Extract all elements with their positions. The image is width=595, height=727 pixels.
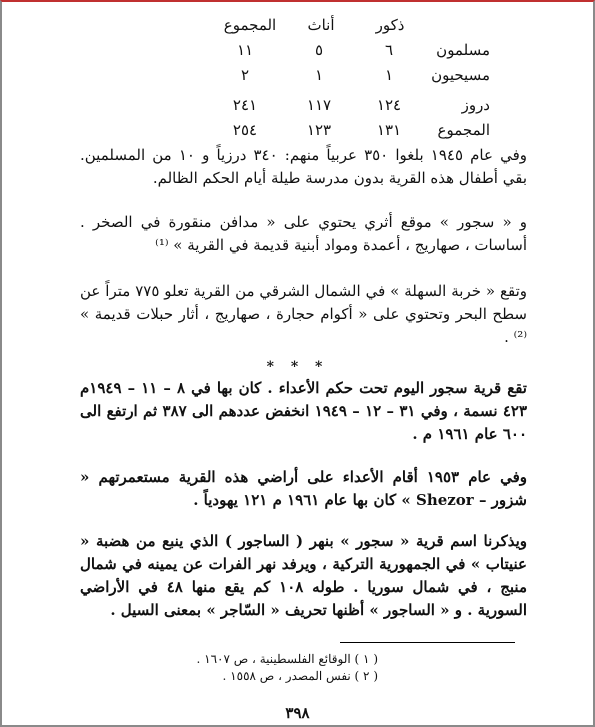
table-row-muslims (0, 39, 595, 61)
header-male: ذكور (375, 16, 405, 34)
female-value: ٥ (314, 41, 324, 59)
header-total: المجموع (223, 16, 277, 34)
female-value: ١٢٣ (306, 121, 332, 139)
male-value: ١٢٤ (376, 96, 402, 114)
female-value: ١١٧ (306, 96, 332, 114)
total-value: ٢٤١ (232, 96, 258, 114)
paragraph-sajur-river: ويذكرنا اسم قرية « سجور » بنهر ( الساجور ) الذي ينبع من هضبة « عنيتاب » في الجمهورية التركية ، ويرفد نهر الفرات عن يمينه في شمال منبج ، في شمال سوريا . طوله ١٠٨ كم يقع منها ٤٨ في الأراضي السورية . و « الساجور » أظنها تحريف « السّاجر » بمعنى السيل . (80, 532, 527, 619)
total-value: ٢٥٤ (232, 121, 258, 139)
table-header-row (0, 14, 595, 36)
footnote-2: ( ٢ ) نفس المصدر ، ص ١٥٥٨ . (222, 669, 378, 683)
paragraph-settlement: وفي عام ١٩٥٣ أقام الأعداء على أراضي هذه القرية مستعمرتهم « شزور – Shezor » كان بها عام ١٩٦١ م ١٢١ يهودياً . (80, 468, 527, 509)
table-row-christians (0, 64, 595, 86)
footnote-rule (340, 642, 515, 643)
male-value: ١ (384, 66, 394, 84)
paragraph-archaeological-site: و « سجور » موقع أثري يحتوي على « مدافن منقورة في الصخر . أساسات ، صهاريج ، أعمدة ومواد أبنية قديمة في القرية » ⁽¹⁾ (80, 213, 527, 254)
row-label: المجموع (437, 121, 490, 139)
table-row-total (0, 119, 595, 141)
page-number: ٣٩٨ (285, 704, 310, 722)
table-row-druze (0, 94, 595, 116)
paragraph-population-1945: وفي عام ١٩٤٥ بلغوا ٣٥٠ عربياً منهم: ٣٤٠ درزياً و ١٠ من المسلمين. بقي أطفال هذه القرية بدون مدرسة طيلة أيام الحكم الظالم. (80, 146, 527, 187)
male-value: ١٣١ (376, 121, 402, 139)
total-value: ٢ (240, 66, 250, 84)
paragraph-khirbet-sahla: وتقع « خربة السهلة » في الشمال الشرقي من القرية تعلو ٧٧٥ متراً عن سطح البحر وتحتوي على « أكوام حجارة ، صهاريج ، أثار حبلات قديمة » ⁽²⁾ . (80, 282, 527, 346)
footnote-1: ( ١ ) الوقائع الفلسطينية ، ص ١٦٠٧ . (196, 652, 378, 666)
total-value: ١١ (236, 41, 254, 59)
paragraph-occupation: تقع قرية سجور اليوم تحت حكم الأعداء . كان بها في ٨ – ١١ – ١٩٤٩م ٤٢٣ نسمة ، وفي ٣١ – ١٢ – ١٩٤٩ انخفض عددهم الى ٣٨٧ ثم ارتفع الى ٦٠٠ عام ١٩٦١ م . (80, 379, 528, 443)
row-label: دروز (461, 96, 490, 114)
header-female: أناث (307, 16, 335, 34)
row-label: مسيحيون (431, 66, 490, 84)
female-value: ١ (314, 66, 324, 84)
male-value: ٦ (384, 41, 394, 59)
section-separator: * * * (266, 359, 329, 375)
row-label: مسلمون (436, 41, 490, 59)
